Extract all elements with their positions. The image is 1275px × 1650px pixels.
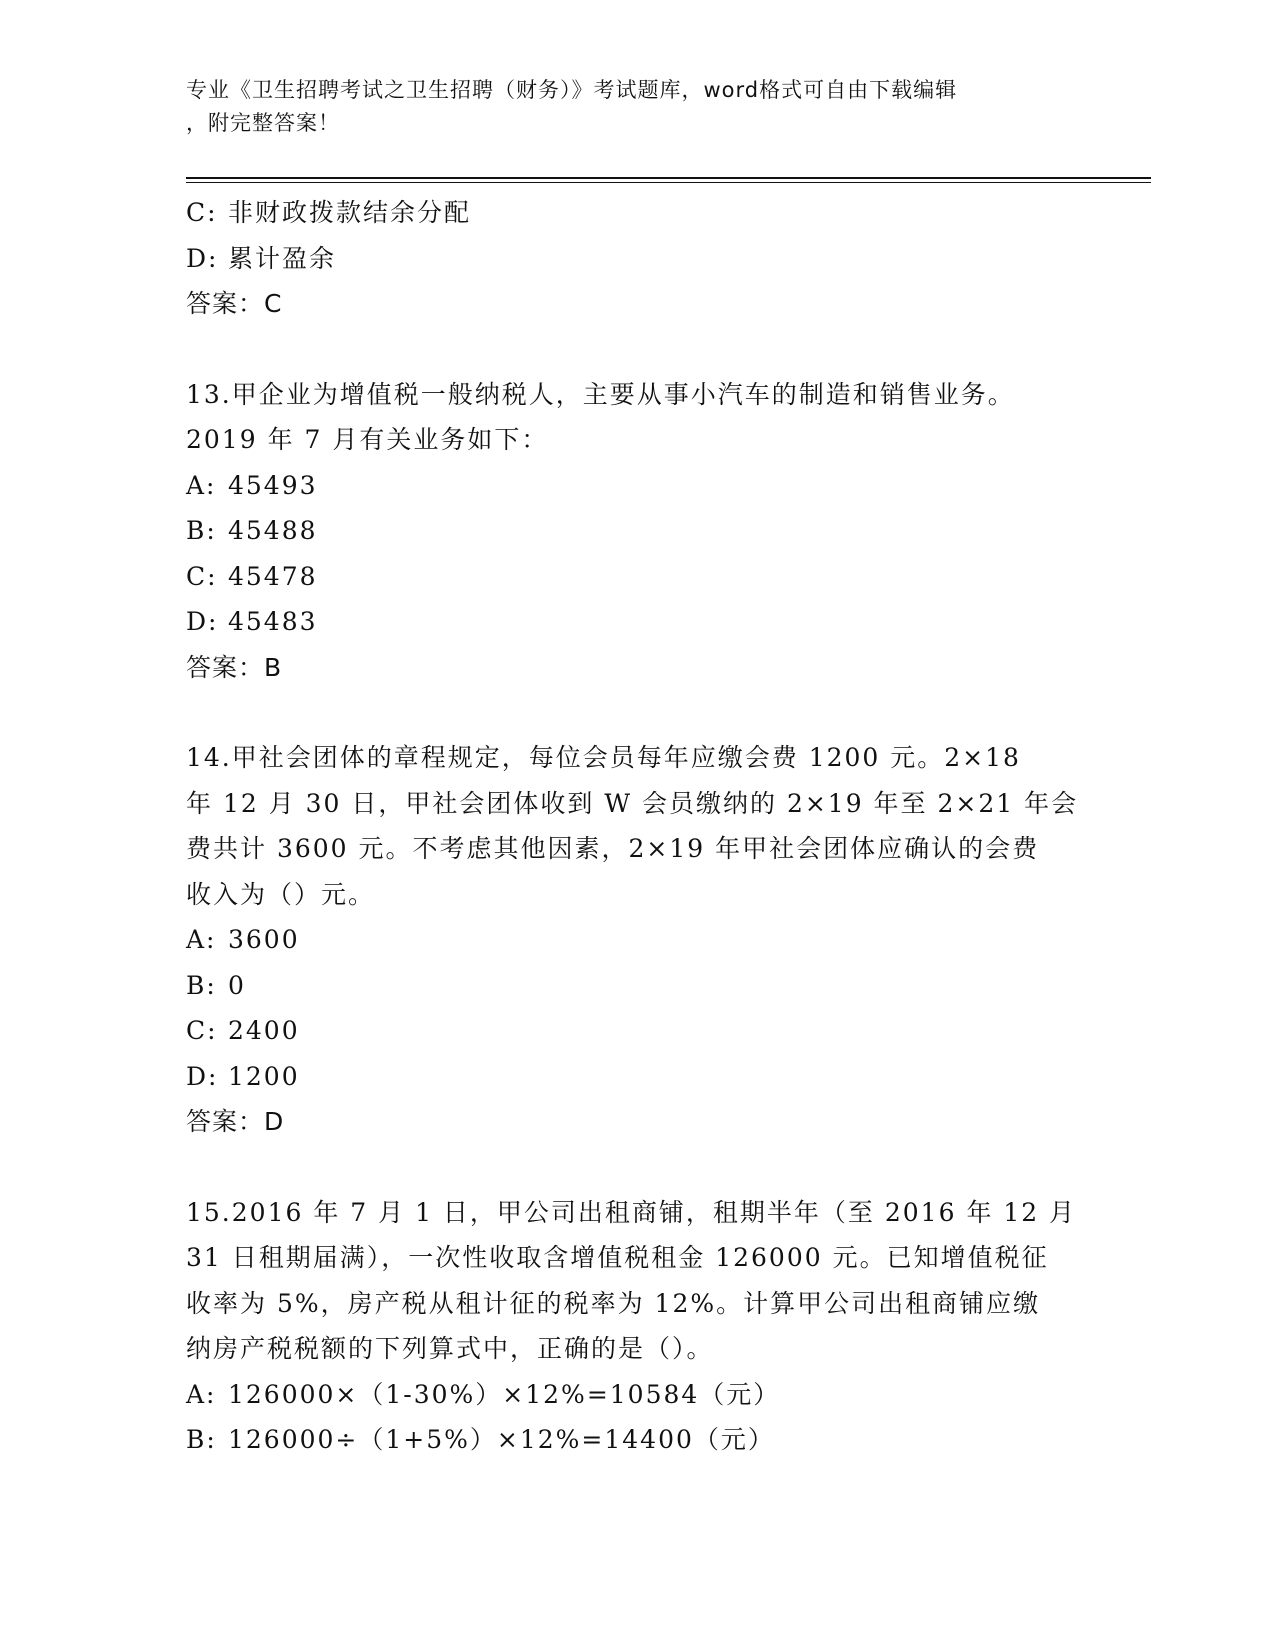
option-text: 45483 bbox=[228, 607, 318, 636]
option-text: 2400 bbox=[228, 1016, 300, 1045]
option-a bbox=[186, 917, 1086, 963]
option-b bbox=[186, 1417, 1086, 1463]
header-rule-thick bbox=[186, 177, 1151, 179]
option-label: B: bbox=[186, 970, 217, 1000]
option-text: 1200 bbox=[228, 1061, 300, 1091]
option-label: C: bbox=[186, 1016, 218, 1045]
option-label: B: bbox=[186, 1425, 217, 1454]
option-label: A: bbox=[186, 925, 217, 954]
option-label: A: bbox=[186, 1379, 217, 1409]
option-text: 45493 bbox=[228, 470, 318, 500]
question-text-line: 15.2016 年 7 月 1 日，甲公司出租商铺，租期半年（至 2016 年 12 月 bbox=[186, 1197, 1077, 1227]
question-text-line: 纳房产税税额的下列算式中，正确的是（）。 bbox=[186, 1334, 714, 1363]
option-b bbox=[186, 963, 1086, 1009]
header-line-1: 专业《卫生招聘考试之卫生招聘（财务）》考试题库，word格式可自由下载编辑 bbox=[186, 78, 958, 102]
option-c bbox=[186, 1008, 1086, 1054]
answer-line: 答案：B bbox=[186, 652, 283, 682]
option-c bbox=[186, 190, 1086, 236]
header-line-2: ，附完整答案！ bbox=[186, 111, 340, 135]
option-label: C: bbox=[186, 561, 218, 591]
question-text-line: 13.甲企业为增值税一般纳税人，主要从事小汽车的制造和销售业务。 bbox=[186, 379, 1015, 409]
answer-line: 答案：C bbox=[186, 289, 283, 318]
option-text: 0 bbox=[228, 970, 246, 1000]
option-text: 45488 bbox=[228, 516, 318, 545]
question-text-line: 31 日租期届满），一次性收取含增值税租金 126000 元。已知增值税征 bbox=[186, 1243, 1049, 1272]
question-text-line: 14.甲社会团体的章程规定，每位会员每年应缴会费 1200 元。2×18 bbox=[186, 743, 1021, 772]
header-rule-thin bbox=[186, 182, 1151, 183]
option-label: D: bbox=[186, 1061, 219, 1091]
option-d bbox=[186, 599, 1086, 645]
question-text-line: 收入为（）元。 bbox=[186, 879, 376, 909]
option-label: D: bbox=[186, 243, 219, 273]
option-label: A: bbox=[186, 470, 217, 500]
option-text: 非财政拨款结余分配 bbox=[228, 198, 472, 227]
question-text-line: 2019 年 7 月有关业务如下： bbox=[186, 425, 549, 454]
option-a bbox=[186, 1372, 1086, 1418]
question-text-line: 年 12 月 30 日，甲社会团体收到 W 会员缴纳的 2×19 年至 2×21 年会 bbox=[186, 788, 1079, 818]
document-header bbox=[186, 74, 1086, 140]
option-label: C: bbox=[186, 198, 218, 227]
question-content bbox=[186, 190, 1086, 1463]
option-text: 3600 bbox=[228, 925, 300, 954]
question-text-line: 费共计 3600 元。不考虑其他因素，2×19 年甲社会团体应确认的会费 bbox=[186, 834, 1040, 863]
option-text: 126000÷（1+5%）×12%=14400（元） bbox=[228, 1425, 775, 1454]
question-text-line: 收率为 5%，房产税从租计征的税率为 12%。计算甲公司出租商铺应缴 bbox=[186, 1288, 1041, 1318]
question-14 bbox=[186, 735, 1086, 1145]
option-text: 45478 bbox=[228, 561, 318, 591]
question-13 bbox=[186, 372, 1086, 691]
question-12-tail bbox=[186, 190, 1086, 327]
option-text: 126000×（1-30%）×12%=10584（元） bbox=[228, 1379, 781, 1409]
option-a bbox=[186, 463, 1086, 509]
option-label: D: bbox=[186, 607, 219, 636]
option-d bbox=[186, 1054, 1086, 1100]
question-15 bbox=[186, 1190, 1086, 1463]
option-c bbox=[186, 554, 1086, 600]
option-d bbox=[186, 236, 1086, 282]
option-text: 累计盈余 bbox=[228, 243, 337, 273]
option-label: B: bbox=[186, 516, 217, 545]
option-b bbox=[186, 508, 1086, 554]
answer-line: 答案：D bbox=[186, 1107, 285, 1136]
